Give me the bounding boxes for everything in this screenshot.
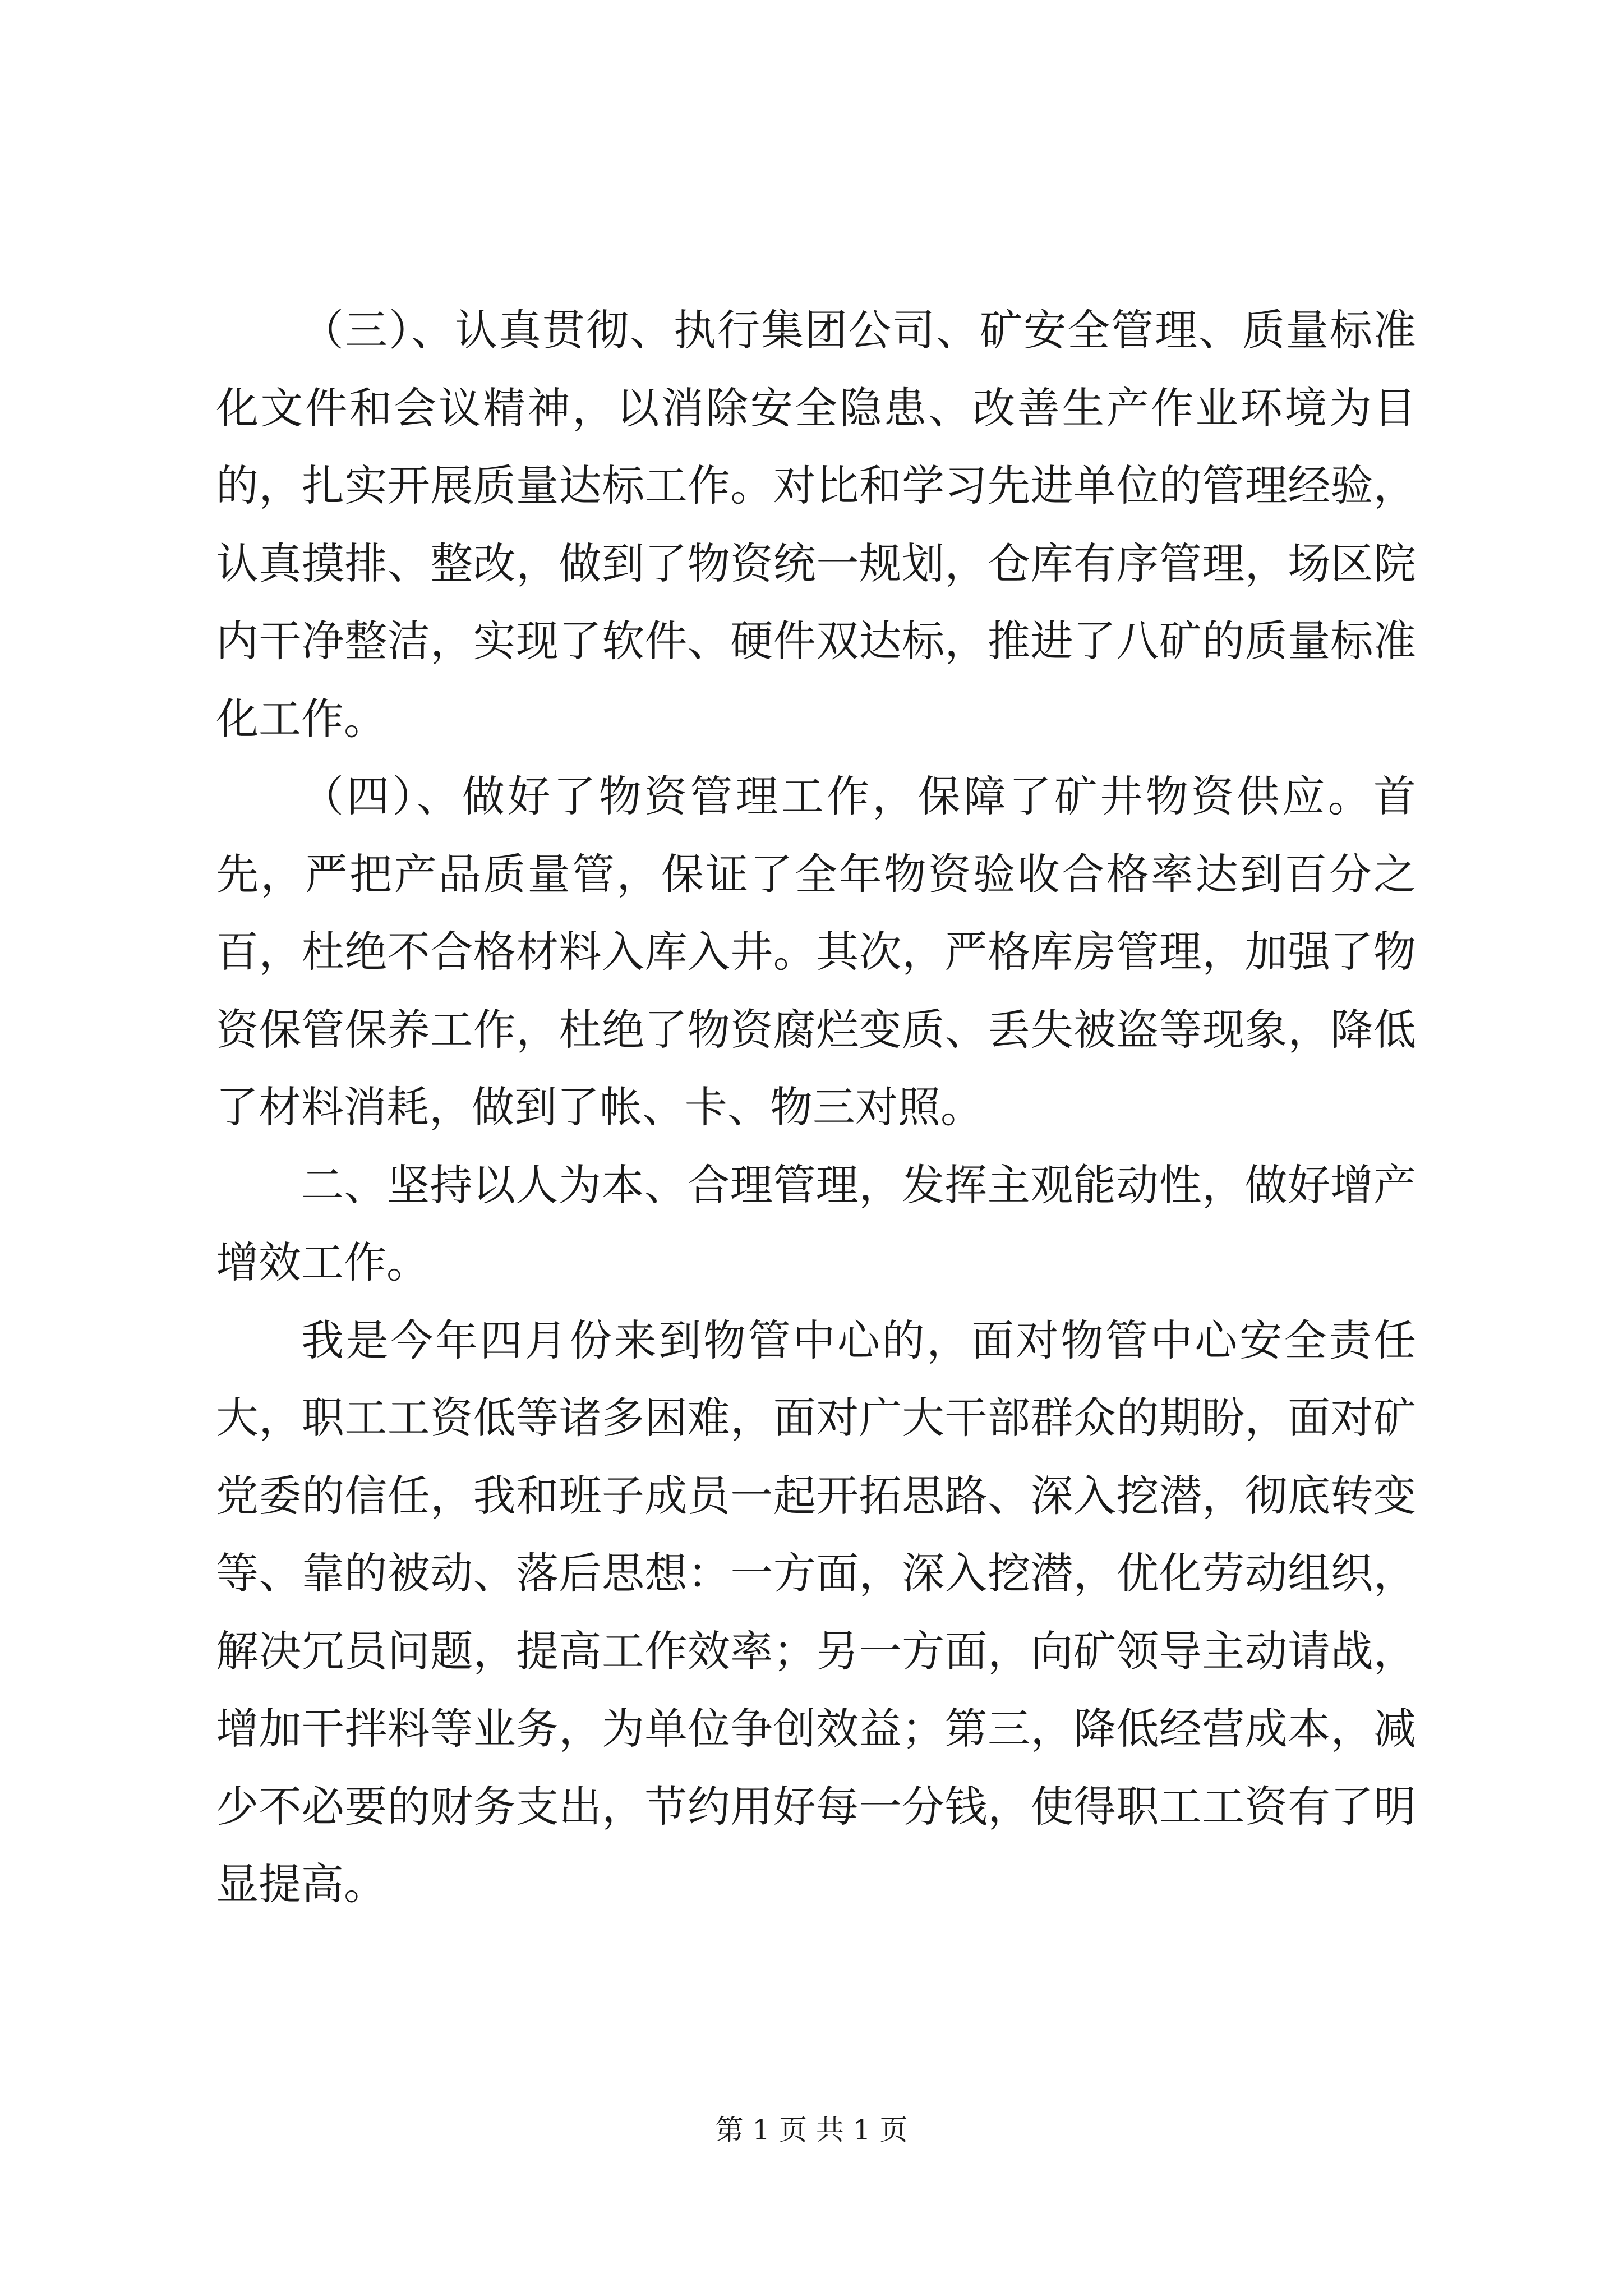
page-footer: 第 1 页 共 1 页 — [715, 2114, 908, 2146]
paragraph-heading-2: 二、坚持以人为本、合理管理，发挥主观能动性，做好增产增效工作。 — [216, 1159, 1416, 1287]
paragraph-personal-statement: 我是今年四月份来到物管中心的，面对物管中心安全责任大，职工工资低等诸多困难，面对广大干部群众的期盼，面对矿党委的信任，我和班子成员一起开拓思路、深入挖潜，彻底转变等、靠的被动、落后思想：一方面，深入挖潜，优化劳动组织，解决冗员问题，提高工作效率；另一方面，向矿领导主动请战，增加干拌料等业务，为单位争创效益；第三，降低经营成本，减少不必要的财务支出，节约用好每一分钱，使得职工工资有了明显提高。 — [216, 1315, 1416, 1909]
paragraph-section-4: （四）、做好了物资管理工作，保障了矿井物资供应。首先，严把产品质量管，保证了全年物资验收合格率达到百分之百，杜绝不合格材料入库入井。其次，严格库房管理，加强了物资保管保养工作，杜绝了物资腐烂变质、丢失被盗等现象，降低了材料消耗，做到了帐、卡、物三对照。 — [216, 771, 1416, 1132]
paragraph-section-3: （三）、认真贯彻、执行集团公司、矿安全管理、质量标准化文件和会议精神，以消除安全隐患、改善生产作业环境为目的，扎实开展质量达标工作。对比和学习先进单位的管理经验，认真摸排、整改，做到了物资统一规划，仓库有序管理，场区院内干净整洁，实现了软件、硬件双达标，推进了八矿的质量标准化工作。 — [216, 305, 1416, 744]
document-body — [216, 292, 1416, 1924]
